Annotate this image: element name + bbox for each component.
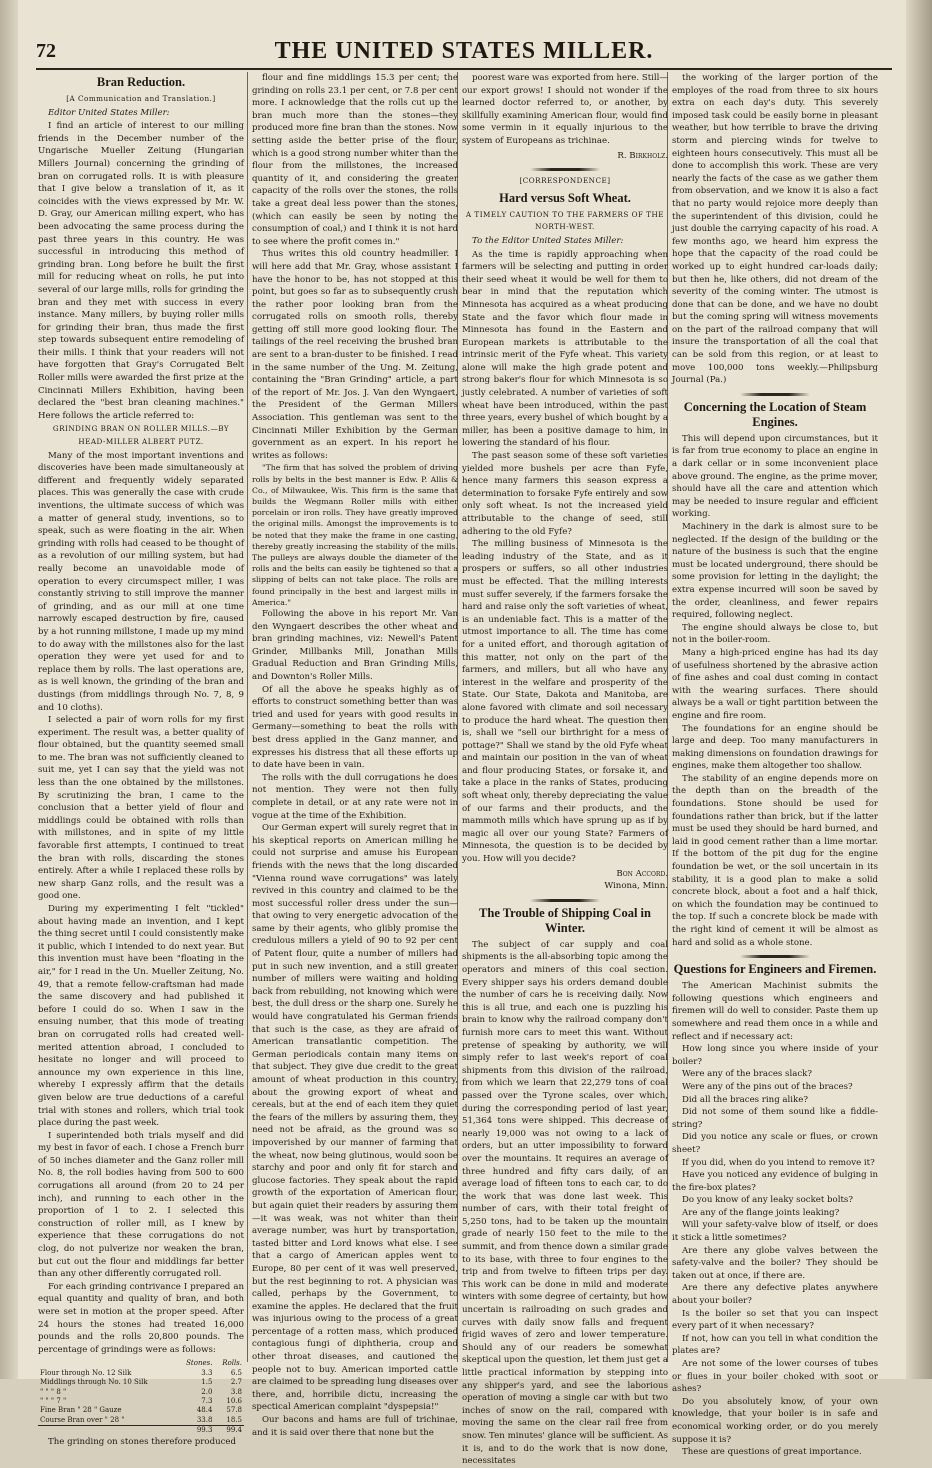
paragraph: The rolls with the dull corrugations he does not mention. They were not then fully complete in detail, or at any rate were not in vogue at the time of the Exhibition.	[252, 772, 458, 821]
table-cell: 2.7	[230, 1378, 242, 1387]
article-title: Hard versus Soft Wheat.	[499, 190, 631, 205]
table-row	[38, 1416, 244, 1426]
table-header: Stones.	[186, 1359, 213, 1368]
paragraph: Thus writes this old country headmiller. I will here add that Mr. Gray, whose assistant I have the honor to be, has not stopped at this point, but goes so far as to subsequently crush the rather poor looking bran from the corrugated rolls on smooth rolls, thereby getting off still more good looking flour. The tailings of the reel receiving the brushed bran are sent to a bran-duster to be finished. I read in the same number of the Ung. M. Zeitung, containing the "Bran Grinding" article, a part of the report of Mr. Jos. J. Van den Wyngaert, the President of the German Millers Association. This gentleman was sent to the Cincinnati Miller Exhibition by the German government as an expert. In his report he writes as follows:	[252, 249, 458, 461]
paragraph: The subject of car supply and coal shipments is the all-absorbing topic among the operators and miners of this coal section. Every shipper says his orders demand double the number of cars he is receiving daily. Now this is all true, and each one is puzzling his brain to know why the railroad company don't furnish more cars to meet this want. Without pretense of speaking by authority, we will simply refer to last week's report of coal shipments from this division of the railroad, from which we learn that 22,279 tons of coal passed over the Tyrone scales, over which, during the corresponding period of last year, 51,364 tons were shipped. This decrease of nearly 19,000 was not owing to a lack of orders, but an utter impossibility to forward over the mountains. It requires an average of three hundred and fifty cars daily, of an average load of fifteen tons to each car, to do the work that was done last week. This number of cars, with their total freight of 5,250 tons, had to be taken up the mountain grade of nearly 150 feet to the mile to the summit, and from thence down a similar grade to its base, with three to four engines to the trip and from twelve to fifteen trips per day. This work can be done in mild and moderate winters with some degree of certainty, but how uncertain is railroading on such grades and curves with daily snow falls and frequent frigid waves of zero and lower temperature. Should any of our readers be somewhat skeptical upon the question, let them just get a little practical information by stepping into any shipper's yard, and see the laborious operation of moving a single car with but two inches of snow on the rail, compared with moving the same on the clear rail free from snow. Ten minutes' glance will be sufficient. As it is, and to do the work that is now done, necessitates	[462, 939, 668, 1467]
table-cell: 6.5	[230, 1368, 242, 1377]
article-subhead: GRINDING BRAN ON ROLLER MILLS.—BY HEAD-MILLER ALBERT PUTZ.	[52, 424, 230, 447]
question-item: Did all the braces ring alike?	[682, 1094, 808, 1105]
paragraph: The grinding on stones therefore produced	[48, 1436, 237, 1447]
paragraph: Our bacons and hams are full of trichinae, and it is said over there that none but the	[252, 1415, 458, 1438]
paragraph: For each grinding contrivance I prepared an equal quantity and quality of bran, and both were set in motion at the proper speed. After 24 hours the stones had treated 16,000 pounds and the rolls 20,800 pounds. The percentage of grindings were as follows:	[38, 1281, 244, 1355]
salutation: To the Editor United States Miller:	[472, 235, 624, 246]
table-row	[38, 1378, 244, 1387]
page-right-edge	[906, 0, 932, 1379]
paragraph: flour and fine middlings 15.3 per cent; the grinding on rolls 23.1 per cent, or 7.8 per cent more. I acknowledge that the rolls cut up the bran much more than the stones—they produced more fine bran than the stones. Now setting aside the better prise of the flour, which is a good strong number whiter than the flour from the millstones, the increased quantity of it, and considering the greater capacity of the rolls over the stones, the rolls take a great deal less power than the stones, (which can easily be seen by noting the consumption of coal,) and I think it is not hard to see where the profit comes in."	[252, 73, 458, 247]
table-cell: Flour through No. 12 Silk	[40, 1368, 132, 1377]
table-header: Rolls.	[222, 1359, 242, 1368]
table-cell: 2.0	[201, 1387, 213, 1396]
question-item: Did not some of them sound like a fiddle-string?	[672, 1107, 878, 1130]
section-tag: [CORRESPONDENCE]	[519, 176, 611, 186]
table-row	[38, 1388, 244, 1397]
question-item: How long since you where inside of your boiler?	[672, 1044, 878, 1067]
table-header-row	[38, 1359, 244, 1368]
paragraph: During my experimenting I felt "tickled" about having made an invention, and I kept the thing secret until I could consistently make it public, which I intended to do next year. But this invention must have been "floating in the air," for I read in the Un. Mueller Zeitung, No. 49, that a remote fellow-craftsman had made the same discovery and had published it before I could do so. When I saw in the ensuing number, that this mode of treating bran on corrugated rolls had created well-merited attention abroad, I concluded to hesitate no longer and will proceed to announce my own experience in this line, whereby I expressly affirm that the details given below are true deductions of a careful trial with stones and rollers, which trial took place during the past week.	[38, 904, 244, 1129]
paragraph: Following the above in his report Mr. Van den Wyngaert describes the other wheat and bran grinding machines, viz: Newell's Patent Grinder, Millbanks Mill, Jonathan Mills Gradual Reduction and Bran Grinding Mills, and Downton's Roller Mills.	[252, 609, 458, 683]
column-3	[462, 72, 668, 1467]
table-cell: Course Bran over " 28 "	[40, 1415, 125, 1424]
question-item: Are any of the flange joints leaking?	[682, 1207, 840, 1218]
column-2	[252, 72, 458, 1438]
paragraph: The milling business of Minnesota is the leading industry of the State, and as it prospers or suffers, so all other industries must be effected. That the milling interests must suffer severely, if the farmers forsake the hard and raise only the soft varieties of wheat, is an undeniable fact. This is a matter of the utmost importance to all. The time has come for a united effort, and thorough agitation of this matter, not only on the part of the farmers, and millers, but all who have any interest in the welfare and prosperity of the State. Our State, Dakota and Manitoba, are alone favored with climate and soil necessary to produce the hard wheat. The question then is, shall we "sell our birthright for a mess of pottage?" Shall we stand by the old Fyfe wheat and maintain our position in the van of wheat and flour producing States, or forsake it, and take a place in the ranks of States, producing soft wheat only, thereby depreciating the value of our farms and their products, and the mammoth mills which have sprung up as if by magic all over our young State? Farmers of Minnesota, the question is to be decided by you. How will you decide?	[462, 539, 668, 865]
question-item: Will your safety-valve blow of itself, or does it stick a little sometimes?	[672, 1220, 878, 1244]
paragraph: Our German expert will surely regret that in his skeptical reports on American milling he could not surprise and amuse his European friends with the news that the long discarded "Vienna round wave corrugations" was lately revived in this country and claimed to be the most successful roller dress under the sun—that owing to very energetic advocation of the same by their agents, who glibly promise the credulous millers a yield of 90 to 92 per cent of Patent flour, quite a number of millers had put in such new invention, and a still greater number of millers were waiting and holding back from rebuilding, not knowing which were best, the dull dress or the sharp one. Surely he would have congratulated his German friends that such is the case, as they are afraid of American transatlantic competition. The German periodicals contain many items on that subject. They give due credit to the great amount of wheat production in this country, about the growing export of wheat and cereals, but at the end of each item they quiet the fears of the millers by assuring them, they need not be afraid, as the ground was so impoverished by our manner of farming that the wheat, now being glutinous, would soon be starchy and poor and only fit for starch and glucose factories. They speak about the rapid growth of the exportation of American flour, but again quiet their readers by assuring them—it was weak, was not whiter than their average number, was hurt by transportation, tasted bitter and Lord knows what else. I see that a cargo of American apples went to Europe, 80 per cent of it was well preserved, but the rest beginning to rot. A physician was called, perhaps by the Government, to examine the apples. He declared that the fruit was injurious owing to the process of a great percentage of a rotten mass, which produced contagious fungi of diphtheria, croup and other throat diseases, and cautioned the people not to buy. American imported cattle are claimed to be spreading lung diseases over there, and, horribile dictu, increasing the spectical American complaint "dyspepsia!"	[252, 823, 458, 1413]
table-cell: " " " 7 "	[40, 1397, 67, 1405]
article-subtitle: A TIMELY CAUTION TO THE FARMERS OF THE NORTH-WEST.	[465, 209, 665, 232]
article-title: Questions for Engineers and Firemen.	[673, 962, 877, 977]
section-divider	[530, 899, 600, 902]
question-item: Are not some of the lower courses of tubes or flues in your boiler choked with soot or ashes?	[672, 1359, 878, 1395]
masthead-title: THE UNITED STATES MILLER.	[274, 38, 654, 64]
table-cell: 18.5	[226, 1415, 242, 1424]
article-title: The Trouble of Shipping Coal in Winter.	[479, 905, 651, 935]
article-title: Bran Reduction.	[96, 75, 186, 89]
page-number: 72	[36, 40, 56, 62]
table-row	[38, 1397, 244, 1406]
question-item: Is the boiler so set that you can inspect every part of it when necessary?	[672, 1308, 878, 1332]
column-4	[672, 72, 878, 1458]
table-cell: 33.8	[196, 1415, 213, 1424]
table-cell: 99.3	[177, 1426, 215, 1436]
table-cell	[38, 1426, 177, 1436]
question-item: Did you notice any scale or flues, or crown sheet?	[672, 1132, 878, 1155]
question-item: If not, how can you tell in what condition the plates are?	[672, 1333, 878, 1357]
block-quote: "The firm that has solved the problem of driving rolls by belts in the best manner is Edw. P. Allis & Co., of Milwaukee, Wis. This firm is the same that builds the Wegmann Roller mills with either porcelain or iron rolls. They have greatly improved the original mills. Amongst the improvements is to be noted that they make the frame in one casting, thereby greatly increasing the stability of the mills. The pulleys are always double the diameter of the rolls and the belts can easily be tightened so that a slipping of belts can not take place. The rolls are found principally in the best and largest mills in America."	[252, 463, 458, 607]
paragraph: poorest ware was exported from here. Still—our export grows! I should not wonder if the learned doctor referred to, or another, by skillfully examining American flour, would find some vermin in it equally injurious to the system of Europeans as trichinae.	[462, 73, 668, 146]
question-item: Have you noticed any evidence of bulging in the fire-box plates?	[672, 1170, 878, 1193]
paragraph: This will depend upon circumstances, but it is far from true economy to place an engine in a dark cellar or in some inconvenient place above ground. The engine, as the prime mover, should have all the care and attention which may be needed to insure regular and efficient working.	[672, 433, 878, 520]
paragraph: I superintended both trials myself and did my best in favor of each. I chose a French burr of 50 inches diameter and the Ganz roller mill No. 8, the roll bodies having from 500 to 600 corrugations all around (from 20 to 24 per inch), and running to each other in the proportion of 1 to 2. I selected this construction of roller mill, as I knew by experience that these corrugations do not clog, do not pulverize nor weaken the bran, but cut out the flour and middlings far better than any other differently corrugated roll.	[38, 1130, 244, 1280]
paragraph: The past season some of these soft varieties yielded more bushels per acre than Fyfe, hence many farmers this season express a determination to forsake Fyfe entirely and sow only soft wheat. Is not the increased yield attributable to the change of seed, still adhering to the old Fyfe?	[462, 451, 668, 537]
article-title: Concerning the Location of Steam Engines.	[683, 399, 867, 429]
paragraph: Machinery in the dark is almost sure to be neglected. If the design of the building or the nature of the business is such that the engine must be located underground, there should be some provision for letting in the daylight; the extra expense incurred will soon be saved by the order, cleanliness, and fewer repairs required, following neglect.	[672, 522, 878, 621]
column-1	[38, 72, 244, 1447]
table-cell: 99.4	[214, 1426, 244, 1436]
article-subtitle: [A Communication and Translation.]	[66, 94, 216, 103]
question-item: Were any of the braces slack?	[682, 1069, 812, 1080]
question-item: Were any of the pins out of the braces?	[682, 1081, 853, 1092]
table-cell: Fine Bran " 28 " Gauze	[40, 1406, 122, 1415]
signature: Bon Accord.	[616, 868, 668, 879]
question-item: Do you know of any leaky socket bolts?	[682, 1195, 853, 1206]
signature: R. Birkholz.	[617, 150, 668, 161]
paragraph: Many a high-priced engine has had its day of usefulness shortened by the abrasive action of fine ashes and coal dust coming in contact with the wearing surfaces. There should always be a wall or tight partition between the engine and fire room.	[672, 647, 878, 721]
question-item: Are there any defective plates anywhere about your boiler?	[672, 1283, 878, 1307]
table-total-row	[38, 1426, 244, 1436]
paragraph: I selected a pair of worn rolls for my first experiment. The result was, a better quality of flour obtained, but the quantity seemed small to me. The bran was not sufficiently cleaned to suit me, yet I can say that the yield was not less than the one obtained by the millstones. By scrutinizing the bran, I came to the conclusion that a better yield of flour and middlings could be obtained with rolls than with millstones, and in spite of my little favorable first attempts, I continued to treat the bran with rolls, discarding the stones entirely. After a while I replaced these rolls by new sharp Ganz rolls, and the result was a good one.	[38, 715, 244, 902]
table-cell: Middlings through No. 10 Silk	[40, 1378, 148, 1387]
table-cell: 48.4	[196, 1406, 213, 1415]
table-cell: 57.8	[226, 1406, 242, 1415]
page-binding-edge	[0, 0, 18, 1379]
table-cell: 7.3	[201, 1397, 213, 1405]
table-cell: " " " 8 "	[40, 1387, 67, 1396]
paragraph: Many of the most important inventions and discoveries have been made simultaneously at different and frequently widely separated places. This was generally the case with crude inventions, the ultimate success of which was a matter of general study, inventions, so to speak, such as were floating in the air. When grinding with rolls had ceased to be thought of as a revolution of our milling system, but had really become an unavoidable mode of operation to every circumspect miller, I was constantly striving to still improve the manner of grinding, and as our mill at one time narrowly escaped destruction by fire, caused by a hot running millstone, I made up my mind to do away with the millstones also for the last operation they were yet used for and to replace them by rolls. The last operations are, as is well known, the grinding of the bran and dustings (from middlings through No. 7, 8, 9 and 10 cloths).	[38, 450, 244, 713]
table-header	[38, 1359, 177, 1368]
paragraph: Of all the above he speaks highly as of efforts to construct something better than was tried and used for years with good results in Germany—something to beat the rolls with best dress applied in the Ganz manner, and expresses his distress that all these efforts up to date have been in vain.	[252, 684, 458, 771]
table-row	[38, 1406, 244, 1415]
page-header	[36, 38, 892, 68]
table-cell: 10.6	[226, 1397, 242, 1405]
salutation: Editor United States Miller:	[48, 107, 170, 118]
table-cell: 3.3	[201, 1368, 213, 1377]
paragraph: The engine should always be close to, but not in the boiler-room.	[672, 622, 878, 646]
question-item: Do you absolutely know, of your own knowledge, that your boiler is in safe and economical working order, or do you merely suppose it is?	[672, 1396, 878, 1445]
signature-place: Winona, Minn.	[604, 881, 668, 892]
table-row	[38, 1369, 244, 1378]
question-item: These are questions of great importance.	[682, 1447, 862, 1458]
paragraph: I find an article of interest to our milling friends in the December number of the Ungarische Mueller Zeitung (Hungarian Millers Journal) concerning the grinding of bran on corrugated rolls. It is with pleasure that I give below a translation of it, as it coincides with the views expressed by Mr. W. D. Gray, our American milling expert, who has been advocating the same process during the past three years in this country. He was successful in introducing this method of grinding bran. Long before he built the first mill for reducing wheat on rolls, he put into several of our large mills, rolls for grinding the bran and they met with success in every instance. Many millers, by buying roller mills for grinding their bran, thus made the first step towards subsequent entire remodeling of their mills. I think that your readers will not have forgotten that Gray's Corrugated Belt Roller mills were awarded the first prize at the Cincinnati Millers Exhibition, having been declared the "best bran cleaning machines." Here follows the article referred to:	[38, 121, 244, 421]
column-rule	[247, 72, 248, 1362]
header-rule	[36, 68, 892, 70]
question-item: Are there any globe valves between the safety-valve and the boiler? They should be taken out at once, if there are.	[672, 1245, 878, 1281]
section-divider	[740, 955, 810, 958]
paragraph: the working of the larger portion of the employes of the road from three to six hours extra on each day's duty. This severely imposed task could be easily borne in pleasant weather, but how terrible to brave the driving storm and piercing winds for twelve to eighteen hours consecutively. This must all be done to accomplish this work. These are very nearly the facts of the case as we gather them from observation, and we know it is also a fact that no party would rejoice more deeply than the superintendent of this division, could he just double the carrying capacity of his road. A few months ago, we heard him express the hope that the capacity of the road could be worked up to eight hundred car-loads daily; but then he, like others, did not dream of the severity of the coming winter. The utmost is done that can be done, and we have no doubt but the coming spring will witness movements on the part of the railroad company that will insure the transportation of all the coal that can be sold from this region, or at least to move 100,000 tons weekly.—Philipsburg Journal (Pa.)	[672, 73, 878, 386]
section-divider	[740, 393, 810, 396]
grinding-table	[38, 1359, 244, 1435]
question-item: If you did, when do you intend to remove it?	[682, 1157, 875, 1168]
paragraph: The stability of an engine depends more on the depth than on the breadth of the foundations. Stone should be used for foundations rather than brick, but if the latter must be used they should be hard burned, and laid in good cement rather than a lime mortar. If the bottom of the pit dug for the engine foundation be wet, or the soil uncertain in its stability, it is a good plan to make a solid concrete block, about a foot and a half thick, on which the foundation may be continued to the top. If such a concrete block be made with the right kind of cement it will be almost as hard and solid as a whole stone.	[672, 773, 878, 948]
section-divider	[530, 168, 600, 171]
paragraph: The foundations for an engine should be large and deep. Too many manufacturers in making dimensions on foundation drawings for engines, make them altogether too shallow.	[672, 723, 878, 772]
table-cell: 3.8	[230, 1387, 242, 1396]
paragraph: The American Machinist submits the following questions which engineers and firemen will do well to consider. Paste them up somewhere and read them once in a while and reflect and if necessary act:	[672, 981, 878, 1042]
paragraph: As the time is rapidly approaching when farmers will be selecting and putting in order their seed wheat it would be well for them to bear in mind that the reputation which Minnesota has acquired as a wheat producing State and the favor which flour made in Minnesota has found in the Eastern and European markets is attributable to the intrinsic merit of the Fyfe wheat. This variety alone will make the high grade potent and strong baker's flour for which Minnesota is so justly celebrated. A number of varieties of soft wheat have been introduced, within the past three years, every bushel of which bought by a miller, has been a positive damage to him, in lowering the standard of his flour.	[462, 249, 668, 449]
table-cell: 1.5	[201, 1378, 213, 1387]
